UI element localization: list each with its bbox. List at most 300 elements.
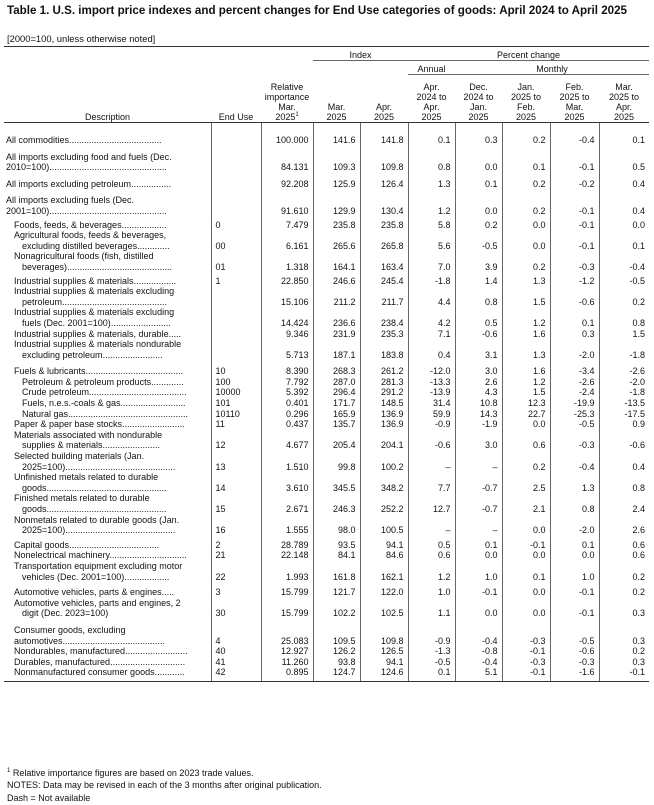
cell-m4: 0.2 — [599, 646, 649, 657]
cell-ri: 1.510 — [261, 451, 313, 472]
row-description: Nonagricultural foods (fish, distilled beverages).......................................... — [14, 251, 173, 272]
row-spacer — [4, 123, 649, 136]
table-subtitle: [2000=100, unless otherwise noted] — [7, 33, 156, 44]
cell-m2: 0.0 — [502, 419, 550, 430]
cell-m4: 0.8 — [599, 307, 649, 328]
cell-m3: 1.3 — [550, 472, 599, 493]
cell-code: 3 — [211, 587, 261, 598]
cell-m1: – — [455, 515, 502, 536]
cell-m4: 0.3 — [599, 598, 649, 619]
row-description: Materials associated with nondurable supplies & materials....................... — [14, 429, 163, 451]
cell-apr: 261.2 — [360, 366, 408, 377]
cell-code — [211, 152, 261, 173]
table-row — [4, 587, 649, 598]
cell-m4: -13.5 — [599, 398, 649, 409]
footnote-dash: Dash = Not available — [7, 792, 91, 803]
table-title: Table 1. U.S. import price indexes and percent changes for End Use categories of goods: April 2024 to April 2025 — [7, 4, 627, 17]
cell-m3: -0.1 — [550, 195, 599, 216]
cell-apr: 100.2 — [360, 451, 408, 472]
cell-m4: 2.4 — [599, 493, 649, 514]
col-annual-apr-apr: Apr. 2024 to Apr. 2025 — [408, 75, 455, 123]
table-header — [4, 47, 649, 123]
cell-m2: 0.2 — [502, 251, 550, 272]
cell-a: 1.0 — [408, 587, 455, 598]
cell-m3: -2.6 — [550, 377, 599, 388]
table-row — [4, 251, 649, 272]
row-description: Agricultural foods, feeds & beverages, excluding distilled beverages............. — [14, 230, 170, 251]
cell-m4: 0.5 — [599, 152, 649, 173]
cell-m4: -2.0 — [599, 377, 649, 388]
col-mar-apr: Mar. 2025 to Apr. 2025 — [599, 75, 649, 123]
cell-a: -13.9 — [408, 387, 455, 398]
table-row — [4, 419, 649, 430]
cell-m3: -0.1 — [550, 598, 599, 619]
cell-m2: 22.7 — [502, 409, 550, 420]
description-header: Description — [4, 47, 211, 123]
cell-m3: 1.0 — [550, 561, 599, 582]
cell-m1: -1.9 — [455, 419, 502, 430]
cell-m4: 0.4 — [599, 195, 649, 216]
cell-m2: 0.0 — [502, 220, 550, 231]
cell-a: -0.5 — [408, 657, 455, 668]
cell-m3: -0.1 — [550, 230, 599, 251]
cell-code: 1 — [211, 276, 261, 287]
cell-m1: 3.9 — [455, 251, 502, 272]
cell-apr: 238.4 — [360, 307, 408, 328]
cell-ri: 91.610 — [261, 195, 313, 216]
cell-m4: -17.5 — [599, 409, 649, 420]
cell-m4: 0.9 — [599, 419, 649, 430]
table-row — [4, 220, 649, 231]
cell-code — [211, 329, 261, 340]
cell-a: 59.9 — [408, 409, 455, 420]
cell-m4: -0.5 — [599, 276, 649, 287]
cell-apr: 122.0 — [360, 587, 408, 598]
cell-mar: 98.0 — [313, 515, 360, 536]
cell-mar: 246.6 — [313, 276, 360, 287]
table-row — [4, 387, 649, 398]
cell-ri: 84.131 — [261, 152, 313, 173]
table-row — [4, 646, 649, 657]
row-description: Consumer goods, excluding automotives......................................... — [14, 624, 166, 646]
cell-apr: 291.2 — [360, 387, 408, 398]
cell-m1: 0.5 — [455, 307, 502, 328]
cell-m2: -0.3 — [502, 625, 550, 646]
cell-m2: 0.0 — [502, 550, 550, 561]
cell-m4: 2.6 — [599, 515, 649, 536]
row-description: Nondurables, manufactured......................... — [14, 646, 188, 657]
cell-m2: 1.6 — [502, 366, 550, 377]
cell-m1: -0.1 — [455, 587, 502, 598]
index-apr-header: Apr. 2025 — [360, 61, 408, 123]
table-row — [4, 135, 649, 146]
cell-m3: -3.4 — [550, 366, 599, 377]
cell-apr: 124.6 — [360, 667, 408, 681]
cell-apr: 348.2 — [360, 472, 408, 493]
cell-code: 30 — [211, 598, 261, 619]
table-row — [4, 493, 649, 514]
cell-m3: -0.1 — [550, 220, 599, 231]
cell-mar: 236.6 — [313, 307, 360, 328]
cell-apr: 163.4 — [360, 251, 408, 272]
cell-mar: 171.7 — [313, 398, 360, 409]
table-row — [4, 472, 649, 493]
cell-mar: 235.8 — [313, 220, 360, 231]
cell-a: -13.3 — [408, 377, 455, 388]
cell-m1: -0.7 — [455, 472, 502, 493]
cell-ri: 22.850 — [261, 276, 313, 287]
row-description: Nonmanufactured consumer goods............ — [4, 667, 211, 681]
row-description: Fuels, n.e.s.-coals & gas.......................... — [22, 398, 186, 409]
cell-ri: 8.390 — [261, 366, 313, 377]
table-row — [4, 540, 649, 551]
table-row — [4, 409, 649, 420]
cell-apr: 84.6 — [360, 550, 408, 561]
cell-m2: 12.3 — [502, 398, 550, 409]
cell-ri: 5.713 — [261, 339, 313, 360]
cell-ri: 11.260 — [261, 657, 313, 668]
cell-m3: -0.1 — [550, 152, 599, 173]
cell-apr: 94.1 — [360, 540, 408, 551]
table-row — [4, 561, 649, 582]
table-row — [4, 430, 649, 451]
cell-ri: 12.927 — [261, 646, 313, 657]
cell-m1: 0.0 — [455, 195, 502, 216]
row-description: Petroleum & petroleum products............. — [22, 376, 184, 387]
cell-m1: 1.4 — [455, 276, 502, 287]
cell-m3: -0.3 — [550, 657, 599, 668]
cell-code: 13 — [211, 451, 261, 472]
row-description: Natural gas................................................ — [22, 408, 189, 419]
row-description: All imports excluding food and fuels (Dec. 2010=100)............................................... — [6, 151, 172, 173]
cell-ri: 1.318 — [261, 251, 313, 272]
cell-mar: 102.2 — [313, 598, 360, 619]
row-description: Durables, manufactured.............................. — [14, 656, 186, 667]
cell-m4: 0.0 — [599, 220, 649, 231]
cell-mar: 141.6 — [313, 135, 360, 146]
cell-code: 42 — [211, 667, 261, 681]
cell-mar: 205.4 — [313, 430, 360, 451]
cell-mar: 84.1 — [313, 550, 360, 561]
row-description: All imports excluding petroleum................ — [6, 178, 172, 189]
cell-mar: 121.7 — [313, 587, 360, 598]
table-row — [4, 550, 649, 561]
cell-ri: 1.555 — [261, 515, 313, 536]
footnote-relative-importance: $^1$ Relative importance figures are based on 2023 trade values. — [7, 768, 254, 778]
cell-m3: -0.2 — [550, 179, 599, 190]
cell-m1: 14.3 — [455, 409, 502, 420]
cell-m4: 0.6 — [599, 550, 649, 561]
table-row — [4, 307, 649, 328]
cell-m4: -0.6 — [599, 430, 649, 451]
cell-m1: 3.0 — [455, 366, 502, 377]
table-row — [4, 179, 649, 190]
cell-code: 12 — [211, 430, 261, 451]
cell-mar: 129.9 — [313, 195, 360, 216]
cell-m3: -0.6 — [550, 646, 599, 657]
cell-mar: 164.1 — [313, 251, 360, 272]
cell-a: 1.2 — [408, 561, 455, 582]
row-description: Selected building materials (Jan. 2025=100)............................................ — [14, 451, 176, 472]
cell-mar: 99.8 — [313, 451, 360, 472]
cell-m3: -0.1 — [550, 587, 599, 598]
cell-mar: 93.8 — [313, 657, 360, 668]
cell-code — [211, 195, 261, 216]
cell-m1: 0.2 — [455, 220, 502, 231]
cell-m4: 0.8 — [599, 472, 649, 493]
cell-ri: 15.106 — [261, 286, 313, 307]
cell-m2: 0.2 — [502, 135, 550, 146]
cell-code: 22 — [211, 561, 261, 582]
cell-apr: 102.5 — [360, 598, 408, 619]
table-row — [4, 377, 649, 388]
cell-mar: 161.8 — [313, 561, 360, 582]
row-description: All commodities..................................... — [6, 135, 162, 145]
cell-m2: 1.5 — [502, 286, 550, 307]
table-row — [4, 286, 649, 307]
row-description: Fuels & lubricants....................................... — [14, 366, 184, 377]
table-row — [4, 598, 649, 619]
cell-apr: 100.5 — [360, 515, 408, 536]
cell-a: -1.8 — [408, 276, 455, 287]
cell-m2: 1.3 — [502, 276, 550, 287]
table-row — [4, 276, 649, 287]
cell-m1: 0.3 — [455, 135, 502, 146]
cell-m4: 0.3 — [599, 625, 649, 646]
cell-code: 14 — [211, 472, 261, 493]
cell-a: 1.2 — [408, 195, 455, 216]
cell-mar: 135.7 — [313, 419, 360, 430]
cell-mar: 296.4 — [313, 387, 360, 398]
cell-m2: 0.0 — [502, 230, 550, 251]
cell-m2: -0.1 — [502, 540, 550, 551]
cell-m2: 0.1 — [502, 152, 550, 173]
cell-m3: -1.6 — [550, 667, 599, 681]
cell-m3: 0.3 — [550, 329, 599, 340]
cell-a: 5.6 — [408, 230, 455, 251]
cell-m3: -0.5 — [550, 419, 599, 430]
cell-code — [211, 135, 261, 146]
cell-mar: 93.5 — [313, 540, 360, 551]
row-description: All imports excluding fuels (Dec. 2001=100)............................................... — [6, 195, 167, 216]
cell-a: -0.6 — [408, 430, 455, 451]
cell-m3: 0.1 — [550, 307, 599, 328]
footnote-revision: NOTES: Data may be revised in each of the 3 months after original publication. — [7, 780, 322, 791]
cell-a: 1.1 — [408, 598, 455, 619]
cell-apr: 136.9 — [360, 419, 408, 430]
cell-m4: 0.2 — [599, 587, 649, 598]
cell-a: 1.3 — [408, 179, 455, 190]
percent-change-group-header: Percent change — [408, 47, 649, 61]
cell-mar: 345.5 — [313, 472, 360, 493]
row-description: Capital goods.................................... — [14, 539, 160, 550]
cell-m1: 3.1 — [455, 339, 502, 360]
row-description: Paper & paper base stocks......................... — [14, 419, 185, 430]
cell-a: 0.5 — [408, 540, 455, 551]
row-description: Automotive vehicles, parts & engines..... — [14, 587, 175, 598]
cell-m2: 0.2 — [502, 195, 550, 216]
cell-m1: -0.4 — [455, 657, 502, 668]
cell-apr: 211.7 — [360, 286, 408, 307]
cell-m4: 0.1 — [599, 135, 649, 146]
cell-mar: 265.6 — [313, 230, 360, 251]
cell-apr: 136.9 — [360, 409, 408, 420]
cell-apr: 252.2 — [360, 493, 408, 514]
cell-m3: -0.3 — [550, 430, 599, 451]
cell-ri: 25.083 — [261, 625, 313, 646]
cell-code: 41 — [211, 657, 261, 668]
table-row — [4, 195, 649, 216]
cell-m2: 0.1 — [502, 561, 550, 582]
cell-m3: 0.8 — [550, 493, 599, 514]
cell-code: 4 — [211, 625, 261, 646]
cell-a: 7.7 — [408, 472, 455, 493]
cell-a: 31.4 — [408, 398, 455, 409]
monthly-header: Monthly — [455, 61, 649, 75]
relative-importance-header: Relative importance Mar. 2025$^1$ — [261, 47, 313, 123]
cell-code — [211, 179, 261, 190]
cell-apr: 183.8 — [360, 339, 408, 360]
cell-m3: -0.6 — [550, 286, 599, 307]
cell-mar: 268.3 — [313, 366, 360, 377]
row-description: Finished metals related to durable goods................................................ — [14, 493, 167, 514]
cell-mar: 124.7 — [313, 667, 360, 681]
row-description: Industrial supplies & materials excluding fuels (Dec. 2001=100)........................ — [14, 307, 175, 328]
cell-ri: 2.671 — [261, 493, 313, 514]
cell-m4: -2.6 — [599, 366, 649, 377]
row-description: Unfinished metals related to durable goods................................................ — [14, 472, 167, 493]
cell-ri: 14.424 — [261, 307, 313, 328]
end-use-header: End Use — [211, 47, 261, 123]
cell-a: -12.0 — [408, 366, 455, 377]
cell-ri: 7.479 — [261, 220, 313, 231]
cell-ri: 1.993 — [261, 561, 313, 582]
cell-apr: 130.4 — [360, 195, 408, 216]
row-description: Industrial supplies & materials excluding petroleum.......................................... — [14, 286, 175, 307]
cell-code: 10110 — [211, 409, 261, 420]
cell-m1: -0.6 — [455, 329, 502, 340]
cell-apr: 94.1 — [360, 657, 408, 668]
cell-a: 7.1 — [408, 329, 455, 340]
cell-apr: 204.1 — [360, 430, 408, 451]
index-mar-header: Mar. 2025 — [313, 61, 360, 123]
table-row — [4, 625, 649, 646]
cell-mar: 246.3 — [313, 493, 360, 514]
cell-code: 0 — [211, 220, 261, 231]
cell-mar: 109.5 — [313, 625, 360, 646]
table-row — [4, 667, 649, 681]
cell-m3: -0.4 — [550, 451, 599, 472]
cell-a: 7.0 — [408, 251, 455, 272]
cell-mar: 165.9 — [313, 409, 360, 420]
cell-m2: -0.3 — [502, 657, 550, 668]
cell-apr: 235.8 — [360, 220, 408, 231]
cell-m2: 0.6 — [502, 430, 550, 451]
cell-m4: -1.8 — [599, 339, 649, 360]
cell-apr: 148.5 — [360, 398, 408, 409]
cell-ri: 22.148 — [261, 550, 313, 561]
cell-ri: 100.000 — [261, 135, 313, 146]
cell-ri: 6.161 — [261, 230, 313, 251]
cell-m3: 0.1 — [550, 540, 599, 551]
cell-code: 16 — [211, 515, 261, 536]
cell-m1: 3.0 — [455, 430, 502, 451]
table-row — [4, 230, 649, 251]
cell-m1: -0.7 — [455, 493, 502, 514]
cell-a: 4.4 — [408, 286, 455, 307]
cell-m2: 1.2 — [502, 307, 550, 328]
cell-apr: 126.4 — [360, 179, 408, 190]
cell-m2: 0.0 — [502, 515, 550, 536]
table-body — [4, 123, 649, 682]
cell-m4: 1.5 — [599, 329, 649, 340]
cell-code: 101 — [211, 398, 261, 409]
cell-m2: 0.2 — [502, 451, 550, 472]
cell-m1: 2.6 — [455, 377, 502, 388]
table-row — [4, 451, 649, 472]
cell-m2: -0.1 — [502, 646, 550, 657]
cell-apr: 245.4 — [360, 276, 408, 287]
cell-m1: 0.0 — [455, 152, 502, 173]
col-feb-mar: Feb. 2025 to Mar. 2025 — [550, 75, 599, 123]
table-row — [4, 366, 649, 377]
cell-code: 11 — [211, 419, 261, 430]
cell-code: 21 — [211, 550, 261, 561]
cell-code: 10000 — [211, 387, 261, 398]
row-description: Foods, feeds, & beverages.................. — [14, 219, 167, 230]
cell-mar: 109.3 — [313, 152, 360, 173]
table-row — [4, 398, 649, 409]
cell-m1: -0.8 — [455, 646, 502, 657]
row-description: Crude petroleum....................................... — [22, 387, 187, 398]
cell-m1: 5.1 — [455, 667, 502, 681]
cell-m2: 0.0 — [502, 587, 550, 598]
cell-a: 0.1 — [408, 667, 455, 681]
annual-header: Annual — [408, 61, 455, 75]
cell-apr: 162.1 — [360, 561, 408, 582]
cell-m3: -25.3 — [550, 409, 599, 420]
row-description: Industrial supplies & materials, durable..... — [14, 328, 182, 339]
cell-m4: 0.2 — [599, 286, 649, 307]
cell-code: 00 — [211, 230, 261, 251]
cell-ri: 7.792 — [261, 377, 313, 388]
cell-m3: -19.9 — [550, 398, 599, 409]
price-index-table — [4, 46, 649, 682]
cell-m3: -0.4 — [550, 135, 599, 146]
cell-ri: 15.799 — [261, 587, 313, 598]
cell-code: 01 — [211, 251, 261, 272]
cell-ri: 5.392 — [261, 387, 313, 398]
cell-m4: 0.2 — [599, 561, 649, 582]
cell-m4: -0.1 — [599, 667, 649, 681]
cell-m2: 1.3 — [502, 339, 550, 360]
cell-apr: 109.8 — [360, 152, 408, 173]
cell-m1: – — [455, 451, 502, 472]
cell-apr: 281.3 — [360, 377, 408, 388]
cell-a: 0.1 — [408, 135, 455, 146]
cell-apr: 141.8 — [360, 135, 408, 146]
cell-a: 5.8 — [408, 220, 455, 231]
cell-apr: 265.8 — [360, 230, 408, 251]
cell-ri: 9.346 — [261, 329, 313, 340]
cell-apr: 126.5 — [360, 646, 408, 657]
cell-m4: -1.8 — [599, 387, 649, 398]
cell-ri: 3.610 — [261, 472, 313, 493]
index-group-header: Index — [313, 47, 408, 61]
row-description: Nonelectrical machinery............................... — [14, 550, 187, 561]
cell-m3: -2.0 — [550, 339, 599, 360]
cell-m2: 2.5 — [502, 472, 550, 493]
